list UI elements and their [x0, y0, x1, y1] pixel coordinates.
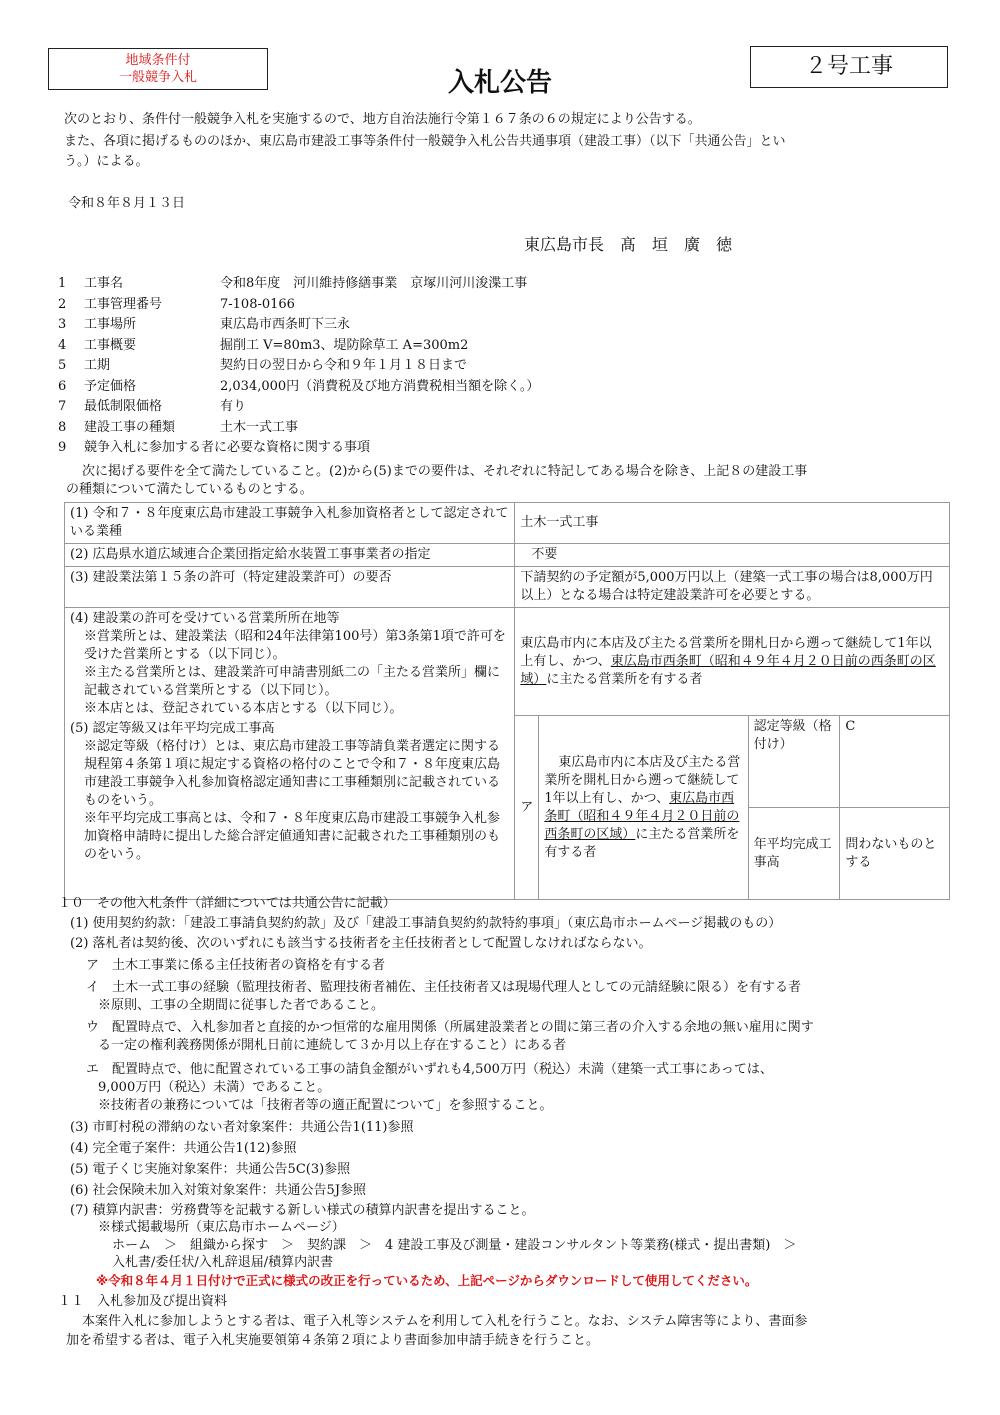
item-list: [58, 274, 958, 459]
sec10-title: １０ その他入札条件（詳細については共通公告に記載）: [58, 896, 396, 911]
sec10-e1: エ 配置時点で、他に配置されている工事の請負金額がいずれも4,500万円（税込）未満（建築一式工事にあっては、: [86, 1062, 773, 1077]
table-cell: 東広島市内に本店及び主たる営業所を開札日から遡って継続して1年以上有し、かつ、東広島市西条町（昭和４９年４月２０日前の西条町の区域）に主たる営業所を有する者: [539, 716, 748, 900]
sec10-i2: ※原則、工事の全期間に従事した者であること。: [98, 998, 385, 1013]
table-row: [65, 503, 950, 544]
list-item: 5 工期 契約日の翌日から令和９年１月１８日まで: [58, 358, 468, 373]
list-item: 6 予定価格 2,034,000円（消費税及び地方消費税相当額を除く。）: [58, 378, 540, 394]
requirements-table: [64, 502, 950, 900]
table-row: [65, 544, 950, 567]
table-cell: 年平均完成工事高: [748, 808, 840, 900]
table-cell: 下請契約の予定額が5,000万円以上（建築一式工事の場合は8,000万円以上）となる場合は特定建設業許可を必要とする。: [515, 567, 950, 608]
construction-number-badge: ２号工事: [750, 46, 948, 88]
sec10-u2: る一定の権利義務関係が開札日前に連続して３か月以上存在すること）にある者: [98, 1038, 567, 1053]
sec10-line-5: (5) 電子くじ実施対象案件：共通公告5C(3)参照: [70, 1162, 351, 1177]
sec10-line-7a: ※様式掲載場所（東広島市ホームページ）: [98, 1220, 345, 1235]
sec11-title: １１ 入札参加及び提出資料: [58, 1294, 228, 1309]
table-cell: 東広島市内に本店及び主たる営業所を開札日から遡って継続して1年以上有し、かつ、東広島市西条町（昭和４９年４月２０日前の西条町の区域）に主たる営業所を有する者: [515, 608, 950, 716]
sec10-u1: ウ 配置時点で、入札参加者と直接的かつ恒常的な雇用関係（所属建設業者との間に第三者の介入する余地の無い雇用に関す: [86, 1020, 814, 1035]
notice-date: 令和８年８月１３日: [68, 196, 186, 211]
sec9-line-1: 次に掲げる要件を全て満たしていること。(2)から(5)までの要件は、それぞれに特記してある場合を除き、上記８の建設工事: [82, 464, 808, 479]
sec10-line-1: (1) 使用契約約款：「建設工事請負契約約款」及び「建設工事請負契約約款特約事項」（東広島市ホームページ掲載のもの）: [70, 916, 782, 931]
sec11-line-2: 加を希望する者は、電子入札実施要領第４条第２項により書面参加申請手続きを行うこと。: [66, 1333, 600, 1348]
table-cell: 認定等級（格付け）: [748, 716, 840, 808]
table-cell: (2) 広島県水道広域連合企業団指定給水装置工事事業者の指定: [65, 544, 515, 567]
sec10-line-3: (3) 市町村税の滞納のない者対象案件：共通公告1(11)参照: [70, 1120, 414, 1135]
table-cell: C: [840, 716, 950, 808]
table-row: [65, 567, 950, 608]
intro-paragraph-1: 次のとおり、条件付一般競争入札を実施するので、地方自治法施行令第１６７条の６の規定により公告する。: [64, 112, 701, 127]
list-item: 7 最低制限価格 有り: [58, 399, 247, 414]
table-cell: 問わないものとする: [840, 808, 950, 900]
sec10-red-notice: ※令和８年４月１日付けで正式に様式の改正を行っているため、上記ページからダウンロードして使用してください。: [96, 1273, 758, 1288]
sec10-i1: イ 土木一式工事の経験（監理技術者、監理技術者補佐、主任技術者又は現場代理人としての元請経験に限る）を有する者: [86, 980, 802, 995]
sec9-line-2: の種類について満たしているものとする。: [66, 482, 313, 497]
badge-line-1: 地域条件付: [125, 53, 191, 68]
sec10-line-4: (4) 完全電子案件：共通公告1(12)参照: [70, 1141, 297, 1156]
table-row: [65, 608, 950, 716]
sec10-line-2: (2) 落札者は契約後、次のいずれにも該当する技術者を主任技術者として配置しなければならない。: [70, 936, 652, 951]
table-cell: (1) 令和７・８年度東広島市建設工事競争入札参加資格者として認定されている業種: [65, 503, 515, 544]
intro-paragraph-2: また、各項に掲げるもののほか、東広島市建設工事等条件付一般競争入札公告共通事項（建設工事）（以下「共通公告」とい: [64, 134, 786, 149]
badge-line-2: 一般競争入札: [118, 70, 197, 85]
sec10-line-7: (7) 積算内訳書：労務費等を記載する新しい様式の積算内訳書を提出すること。: [70, 1203, 535, 1218]
table-cell: 不要: [515, 544, 950, 567]
sec10-a: ア 土木工事業に係る主任技術者の資格を有する者: [86, 958, 386, 973]
page-title: 入札公告: [447, 68, 552, 98]
list-item: 9 競争入札に参加する者に必要な資格に関する事項: [58, 440, 371, 455]
sec10-e2: 9,000万円（税込）未満）であること。: [98, 1080, 331, 1095]
sec10-line-7b: ホーム ＞ 組織から探す ＞ 契約課 ＞ 4 建設工事及び測量・建設コンサルタント等業務(様式・提出書類) ＞: [112, 1238, 797, 1253]
table-cell: (3) 建設業法第１５条の許可（特定建設業許可）の要否: [65, 567, 515, 608]
intro-paragraph-2b: う。）による。: [64, 154, 149, 169]
signer: 東広島市長 髙 垣 廣 徳: [524, 235, 733, 254]
table-cell: ア: [515, 716, 539, 900]
table-cell: (4) 建設業の許可を受けている営業所所在地等 ※営業所とは、建設業法（昭和24年法律第100号）第3条第1項で許可を受けた営業所とする（以下同じ）。 ※主たる営業所とは、建設業許可申請書別紙二の「主たる営業所」欄に記載されている営業所とする（以下同じ）。 ※本店とは、登記されている本店とする（以下同じ）。 (5) 認定等級又は年平均完成工事高 ※認定等級（格付け）とは、東広島市建設工事等請負業者選定に関する規程第４条第１項に規定する資格の格付のことで令和７・８年度東広島市建設工事競争入札参加資格認定通知書に工事種類別に記載されているものをいう。 ※年平均完成工事高とは、令和７・８年度東広島市建設工事競争入札参加資格申請時に提出した総合評定値通知書に記載された工事種類別のものをいう。: [65, 608, 515, 900]
sec11-line-1: 本案件入札に参加しようとする者は、電子入札等システムを利用して入札を行うこと。なお、システム障害等により、書面参: [82, 1314, 808, 1329]
sec10-line-7c: 入札書/委任状/入札辞退届/積算内訳書: [112, 1255, 334, 1270]
sec10-e3: ※技術者の兼務については「技術者等の適正配置について」を参照すること。: [98, 1098, 553, 1113]
list-item: 8 建設工事の種類 土木一式工事: [58, 419, 299, 435]
list-item: 1 工事名 令和8年度 河川維持修繕事業 京塚川河川浚渫工事: [58, 276, 528, 291]
list-item: 4 工事概要 掘削工 V=80m3、堤防除草工 A=300m2: [58, 337, 469, 353]
list-item: 2 工事管理番号 7-108-0166: [58, 296, 295, 312]
table-cell: 土木一式工事: [515, 503, 950, 544]
sec10-line-6: (6) 社会保険未加入対策対象案件：共通公告5J参照: [70, 1183, 367, 1198]
list-item: 3 工事場所 東広島市西条町下三永: [58, 317, 351, 332]
